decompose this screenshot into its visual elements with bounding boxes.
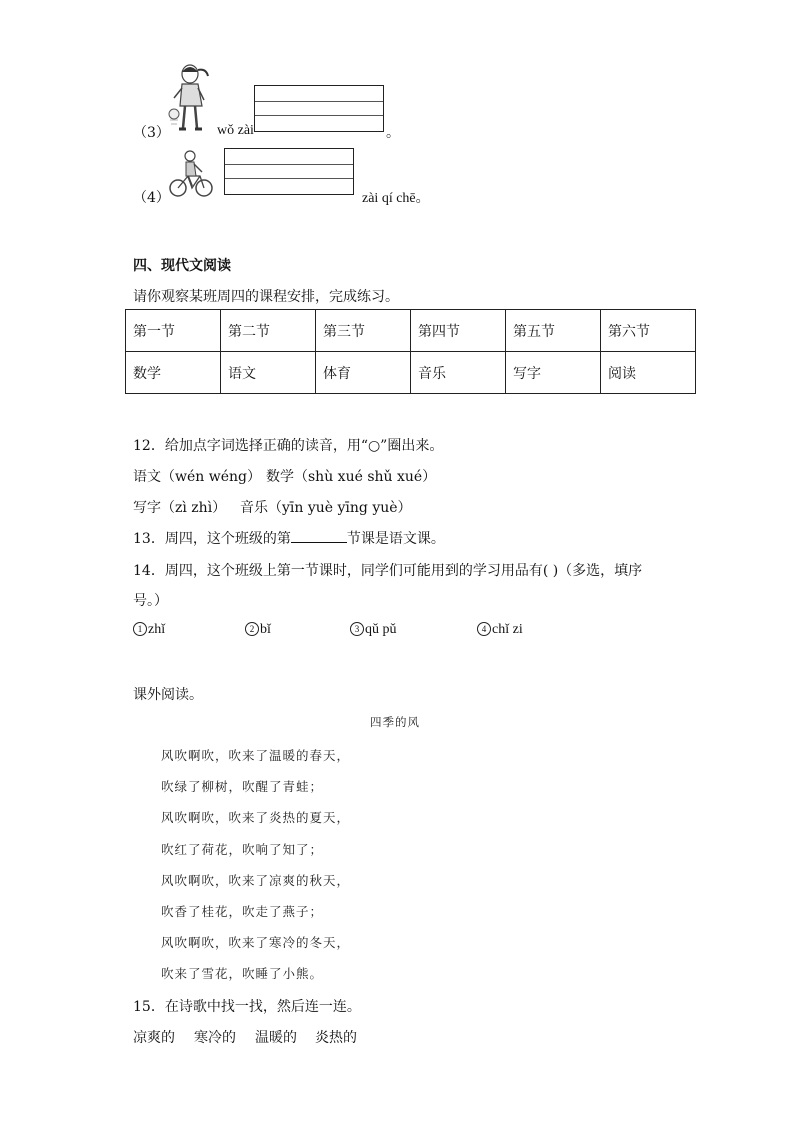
table-cell: 语文 xyxy=(221,352,316,394)
q3-number: （3） xyxy=(133,125,170,141)
poem-line: 吹来了雪花，吹睡了小熊。 xyxy=(161,966,324,981)
poem-line: 吹香了桂花，吹走了燕子； xyxy=(161,904,324,919)
table-cell: 数学 xyxy=(126,352,221,394)
table-header-cell: 第三节 xyxy=(316,310,411,352)
girl-playing-ball-icon xyxy=(168,62,214,138)
option-text: qǔ pǔ xyxy=(365,622,397,637)
q12-option-yuwen[interactable]: 语文（wén wéng） xyxy=(133,469,261,485)
q3-pinyin-before: wǒ zài xyxy=(217,123,254,138)
q14-prompt: 14．周四，这个班级上第一节课时，同学们可能用到的学习用品有( )（多选，填序 xyxy=(133,563,643,579)
circled-number-icon: 4 xyxy=(477,622,491,636)
section-heading: 四、现代文阅读 xyxy=(133,258,231,274)
poem-line: 风吹啊吹，吹来了炎热的夏天， xyxy=(161,810,351,825)
table-header-cell: 第五节 xyxy=(506,310,601,352)
poem-line: 吹红了荷花，吹响了知了； xyxy=(161,842,324,857)
q12-option-xiezi[interactable]: 写字（zì zhì） xyxy=(133,500,227,516)
q14-option-2[interactable] xyxy=(245,622,271,638)
option-text: chǐ zi xyxy=(492,622,523,637)
table-cell: 音乐 xyxy=(411,352,506,394)
table-header-cell: 第一节 xyxy=(126,310,221,352)
table-header-cell: 第四节 xyxy=(411,310,506,352)
schedule-table xyxy=(125,309,696,394)
option-text: bǐ xyxy=(260,622,271,637)
q4-writing-box[interactable] xyxy=(224,148,354,195)
q4-number: （4） xyxy=(133,190,170,206)
child-riding-bike-icon xyxy=(168,150,214,200)
table-header-cell: 第六节 xyxy=(601,310,696,352)
q14-option-3[interactable] xyxy=(350,622,397,638)
q12-option-yinyue[interactable]: 音乐（yīn yuè yīng yuè） xyxy=(240,500,412,516)
q15-word[interactable]: 温暖的 xyxy=(255,1030,297,1046)
circled-number-icon: 1 xyxy=(133,622,147,636)
q15-prompt: 15．在诗歌中找一找，然后连一连。 xyxy=(133,999,361,1015)
table-cell: 阅读 xyxy=(601,352,696,394)
q15-word[interactable]: 凉爽的 xyxy=(133,1030,175,1046)
q14-option-1[interactable] xyxy=(133,622,165,638)
section-intro: 请你观察某班周四的课程安排，完成练习。 xyxy=(133,289,399,305)
q4-pinyin-after: zài qí chē。 xyxy=(362,191,430,206)
table-row xyxy=(126,310,696,352)
q14-option-4[interactable] xyxy=(477,622,523,638)
option-text: zhǐ xyxy=(148,622,166,637)
poem-line: 风吹啊吹，吹来了温暖的春天， xyxy=(161,748,351,763)
poem-line: 吹绿了柳树，吹醒了青蛙； xyxy=(161,779,324,794)
q15-word[interactable]: 炎热的 xyxy=(315,1030,357,1046)
q13-prompt-after: 节课是语文课。 xyxy=(346,531,445,547)
q14-prompt-cont: 号。） xyxy=(133,593,168,609)
table-row xyxy=(126,352,696,394)
table-cell: 写字 xyxy=(506,352,601,394)
circled-number-icon: 3 xyxy=(350,622,364,636)
table-cell: 体育 xyxy=(316,352,411,394)
table-header-cell: 第二节 xyxy=(221,310,316,352)
q3-period: 。 xyxy=(386,125,400,141)
circled-number-icon: 2 xyxy=(245,622,259,636)
poem-line: 风吹啊吹，吹来了寒冷的冬天， xyxy=(161,935,351,950)
q3-writing-box[interactable] xyxy=(254,85,384,132)
poem-line: 风吹啊吹，吹来了凉爽的秋天， xyxy=(161,873,351,888)
q13-line xyxy=(133,528,445,548)
q13-prompt-before: 13．周四，这个班级的第 xyxy=(133,531,291,547)
q15-word[interactable]: 寒冷的 xyxy=(194,1030,236,1046)
q12-prompt: 12．给加点字词选择正确的读音，用“○”圈出来。 xyxy=(133,438,444,454)
poem-title: 四季的风 xyxy=(370,715,420,729)
q12-option-shuxue[interactable]: 数学（shù xué shǔ xué） xyxy=(266,469,437,485)
q13-answer-blank[interactable] xyxy=(291,530,347,543)
reading-label: 课外阅读。 xyxy=(133,687,203,703)
